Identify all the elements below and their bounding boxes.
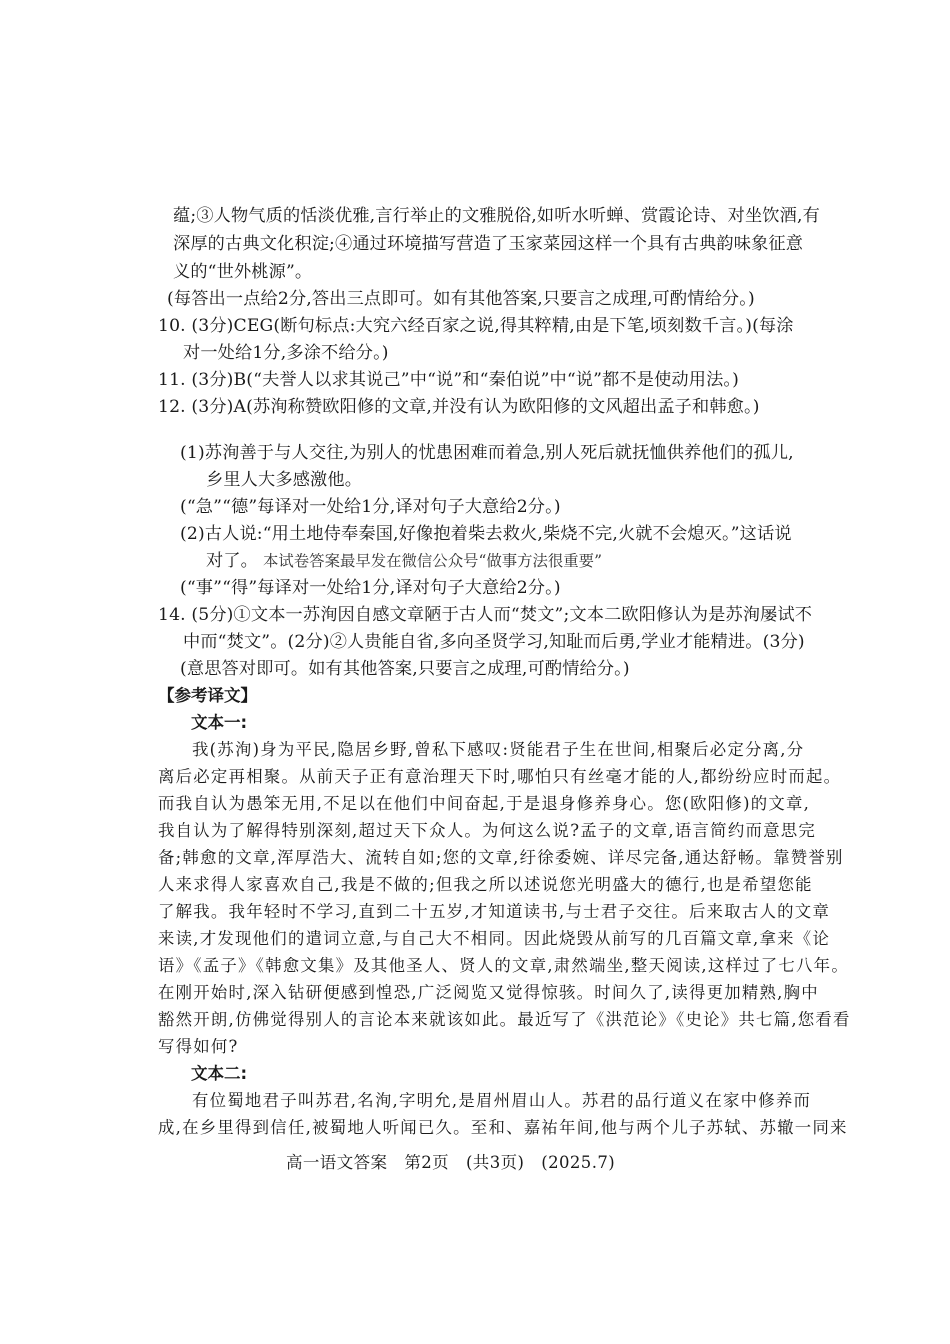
watermark-text: 本试卷答案最早发在微信公众号“做事方法很重要” xyxy=(263,552,602,570)
q9-line-1: 蕴;③人物气质的恬淡优雅,言行举止的文雅脱俗,如听水听蝉、赏霞论诗、对坐饮酒,有 xyxy=(173,206,820,226)
q14-line-1: 14. (5分)①文本一苏洵因自感文章陋于古人而“焚文”;文本二欧阳修认为是苏洵屡试不 xyxy=(158,605,813,625)
text2-line-2: 成,在乡里得到信任,被蜀地人听闻已久。至和、嘉祐年间,他与两个儿子苏轼、苏辙一同来 xyxy=(158,1118,848,1137)
text2-line-1: 有位蜀地君子叫苏君,名洵,字明允,是眉州眉山人。苏君的品行道义在家中修养而 xyxy=(192,1091,812,1110)
q11-answer: 11. (3分)B(“夫誉人以求其说己”中“说”和“秦伯说”中“说”都不是使动用法。) xyxy=(158,370,740,390)
text1-label: 文本一: xyxy=(191,713,248,732)
reference-title: 【参考译文】 xyxy=(158,686,257,705)
text1-line-10: 在刚开始时,深入钻研便感到惶恐,广泛阅览又觉得惊骇。时间久了,读得更加精熟,胸中 xyxy=(158,983,819,1002)
q9-scoring-note: (每答出一点给2分,答出三点即可。如有其他答案,只要言之成理,可酌情给分。) xyxy=(167,289,755,309)
text1-line-12: 写得如何? xyxy=(158,1037,239,1056)
text1-line-7: 了解我。我年轻时不学习,直到二十五岁,才知道读书,与士君子交往。后来取古人的文章 xyxy=(158,902,831,921)
q13-1-line-1: (1)苏洵善于与人交往,为别人的忧患困难而着急,别人死后就抚恤供养他们的孤儿, xyxy=(180,443,794,463)
text1-line-6: 人来求得人家喜欢自己,我是不做的;但我之所以述说您光明盛大的德行,也是希望您能 xyxy=(158,875,813,894)
q13-2-line-1: (2)古人说:“用土地侍奉秦国,好像抱着柴去救火,柴烧不完,火就不会熄灭。”这话说 xyxy=(180,524,792,544)
q14-line-3: (意思答对即可。如有其他答案,只要言之成理,可酌情给分。) xyxy=(180,659,630,679)
q14-line-2: 中而“焚文”。(2分)②人贵能自省,多向圣贤学习,知耻而后勇,学业才能精进。(3分) xyxy=(183,632,805,652)
q13-1-line-2: 乡里人大多感激他。 xyxy=(206,470,363,490)
q10-line-1: 10. (3分)CEG(断句标点:大究六经百家之说,得其粹精,由是下笔,顷刻数千言。)(每涂 xyxy=(158,316,794,336)
text1-line-2: 离后必定再相聚。从前天子正有意治理天下时,哪怕只有丝毫才能的人,都纷纷应时而起。 xyxy=(158,767,842,786)
q10-line-2: 对一处给1分,多涂不给分。) xyxy=(183,343,389,363)
text1-line-5: 备;韩愈的文章,浑厚浩大、流转自如;您的文章,纡徐委婉、详尽完备,通达舒畅。靠赞誉别 xyxy=(158,848,844,867)
q9-line-3: 义的“世外桃源”。 xyxy=(173,262,313,282)
text2-label: 文本二: xyxy=(191,1064,248,1083)
q13-1-scoring-note: (“急”“德”每译对一处给1分,译对句子大意给2分。) xyxy=(180,497,561,517)
q13-2-line-2: 对了。 xyxy=(206,551,259,571)
q13-2-scoring-note: (“事”“得”每译对一处给1分,译对句子大意给2分。) xyxy=(180,578,561,598)
page-footer: 高一语文答案 第2页 (共3页) (2025.7) xyxy=(286,1153,616,1172)
text1-line-3: 而我自认为愚笨无用,不足以在他们中间奋起,于是退身修养身心。您(欧阳修)的文章, xyxy=(158,794,811,813)
text1-line-9: 语》《孟子》《韩愈文集》及其他圣人、贤人的文章,肃然端坐,整天阅读,这样过了七八年。 xyxy=(158,956,849,975)
q9-line-2: 深厚的古典文化积淀;④通过环境描写营造了玉家菜园这样一个具有古典韵味象征意 xyxy=(173,234,804,254)
text1-line-8: 来读,才发现他们的遣词立意,与自己大不相同。因此烧毁从前写的几百篇文章,拿来《论 xyxy=(158,929,831,948)
text1-line-4: 我自认为了解得特别深刻,超过天下众人。为何这么说?孟子的文章,语言简约而意思完 xyxy=(158,821,817,840)
text1-line-1: 我(苏洵)身为平民,隐居乡野,曾私下感叹:贤能君子生在世间,相聚后必定分离,分 xyxy=(192,740,805,759)
q12-answer: 12. (3分)A(苏洵称赞欧阳修的文章,并没有认为欧阳修的文风超出孟子和韩愈。) xyxy=(158,397,760,417)
text1-line-11: 豁然开朗,仿佛觉得别人的言论本来就该如此。最近写了《洪范论》《史论》共七篇,您看看 xyxy=(158,1010,851,1029)
